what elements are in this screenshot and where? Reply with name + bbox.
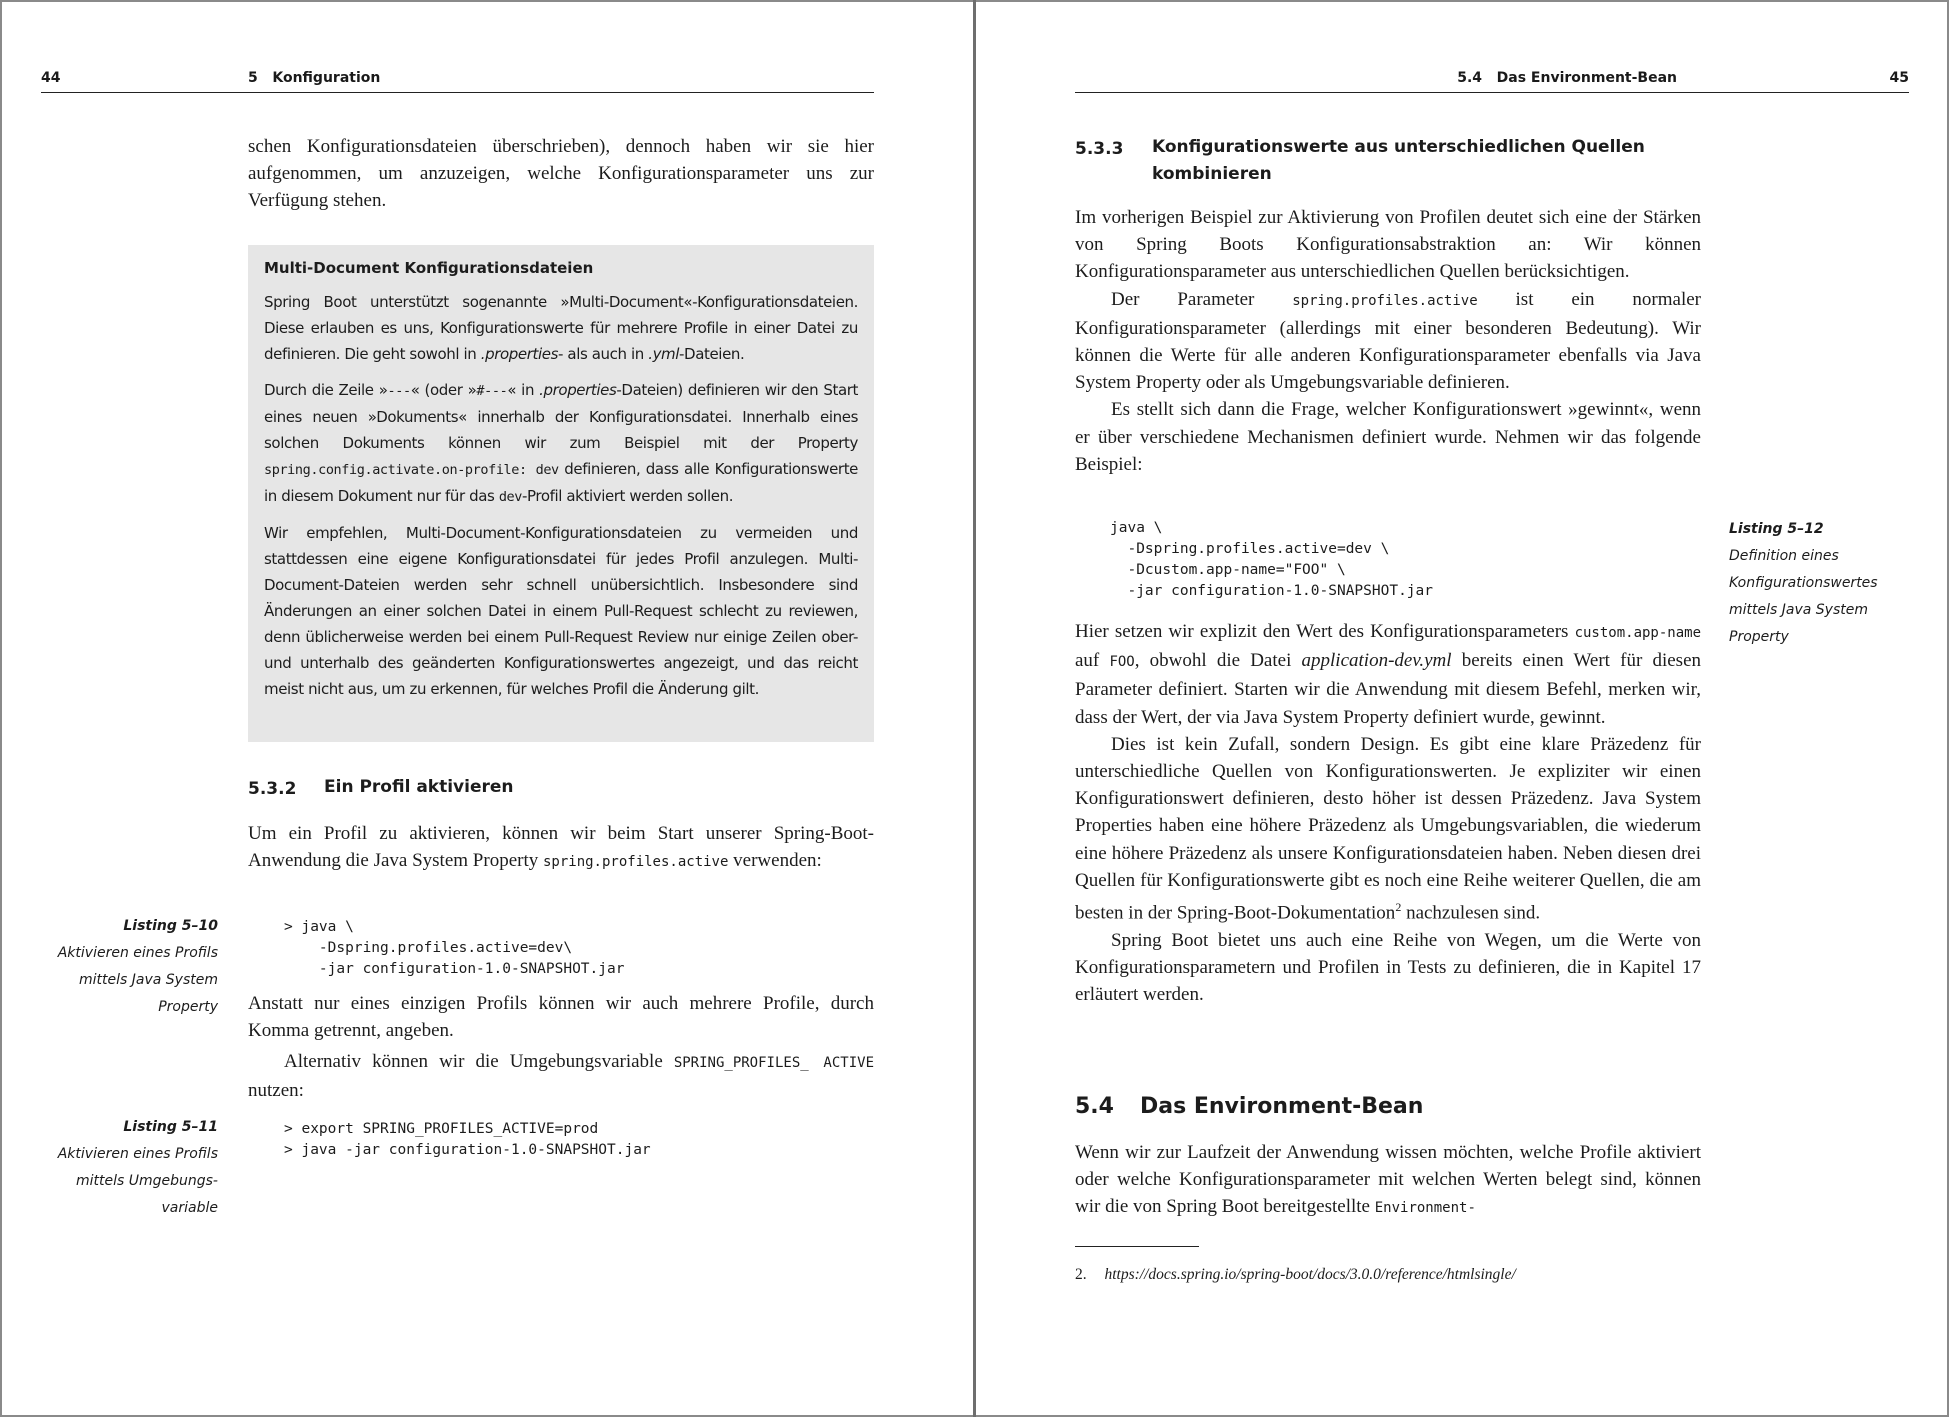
inline-code: dev (498, 489, 522, 505)
section-number: 5.3.3 (1075, 139, 1124, 159)
info-box-paragraph (264, 377, 858, 510)
inline-code: custom.app-name (1574, 625, 1701, 641)
inline-code: spring.config.activate.on-profile: dev (264, 462, 559, 478)
running-head: 5.4 Das Environment-Bean (1457, 70, 1677, 86)
text: nutzen: (248, 1080, 304, 1102)
listing-description: Aktivieren eines Profils mittels Umgebungs-variable (57, 1146, 218, 1216)
section-number: 5.3.2 (248, 779, 297, 799)
section-body (1075, 618, 1701, 1008)
section-title: Ein Profil aktivieren (324, 777, 514, 797)
info-box-paragraph: Wir empfehlen, Multi-Document-Konfigurationsdateien zu vermeiden und stattdessen eine eigene Konfigurationsdatei für jedes Profil anzulegen. Multi-Document-Dateien werden sehr schnell unübersichtlich. Insbesondere sind Änderungen an einer solchen Datei in einem Pull-Request schlecht zu reviewen, denn üblicherweise werden bei einem Pull-Request Review nur einige Zeilen ober- und unterhalb des geänderten Konfigurationswertes angezeigt, und das reicht meist nicht aus, um zu erkennen, für welches Profil die Änderung gilt. (264, 524, 858, 698)
body-paragraph (248, 1048, 874, 1104)
text: Spring Boot unterstützt sogenannte »Multi-Document«-Konfigurationsdateien. Diese erlauben es uns, Konfigurationswerte für mehrere Profile in einer Datei zu definieren. Die geht sowohl in (264, 293, 858, 363)
code-listing: java \ -Dspring.profiles.active=dev \ -Dcustom.app-name="FOO" \ -jar configuration-1.0-SNAPSHOT.jar (1110, 520, 1434, 599)
emphasis: .properties (480, 345, 559, 363)
body-paragraph (1075, 618, 1701, 731)
text: auf (1075, 650, 1110, 672)
footnote-number: 2. (1075, 1266, 1087, 1283)
body-paragraph: Spring Boot bietet uns auch eine Reihe von Wegen, um die Werte von Konfigurationsparametern und Profilen in Tests zu definieren, die in Kapitel 17 erläutert werden. (1075, 929, 1701, 1005)
inline-code: spring.profiles.active (1292, 292, 1478, 309)
text: -Dateien. (679, 345, 745, 363)
emphasis: .yml (648, 345, 680, 363)
inline-code: SPRING_PROFILES_ ACTIVE (673, 1055, 874, 1071)
text: verwenden: (728, 850, 822, 872)
listing-description: Definition eines Konfigurationswertes mittels Java System Property (1729, 548, 1878, 645)
page-number: 44 (41, 70, 61, 86)
emphasis: .properties (539, 381, 617, 399)
text: Dies ist kein Zufall, sondern Design. Es gibt eine klare Präzedenz für unterschiedliche Quellen von Konfigurationswerten. Je expliziter wir einen Konfigurationswert definieren, desto höher ist dessen Präzedenz. Java System Properties haben eine höhere Präzedenz als Umgebungsvariablen, die wiederum eine höhere Präzedenz als unsere Konfigurationsdateien haben. Neben diesen drei Quellen für Konfigurationswerte gibt es noch eine Reihe weiterer Quellen, die am besten in der Spring-Boot-Dokumentation (1075, 733, 1701, 924)
text: nachzulesen sind. (1401, 902, 1541, 924)
info-box (248, 245, 874, 742)
footnote-link[interactable]: https://docs.spring.io/spring-boot/docs/3.0.0/reference/htmlsingle/ (1104, 1266, 1516, 1283)
header-rule (41, 92, 874, 93)
right-page (976, 0, 1949, 1417)
text: Durch die Zeile » (264, 381, 388, 399)
text: « in (507, 381, 540, 399)
body-paragraph (248, 820, 874, 876)
text: Hier setzen wir explizit den Wert des Konfigurationsparameters (1075, 621, 1575, 642)
listing-label: Listing 5–12 (1729, 521, 1824, 537)
page-edge-left (0, 0, 2, 1417)
footnote-marker[interactable]: 2 (1395, 900, 1402, 915)
text: -Dateien) definieren wir den Start eines neuen »Dokuments« innerhalb der Konfigurationsdatei. Innerhalb eines solchen Dokuments können wir zum Beispiel mit der Property (264, 381, 858, 452)
listing-description: Aktivieren eines Profils mittels Java System Property (57, 945, 218, 1015)
text: « (oder » (410, 381, 477, 399)
text: Um ein Profil zu aktivieren, können wir beim Start unserer Spring-Boot-Anwendung die Java System Property (248, 823, 874, 872)
body-paragraph: Es stellt sich dann die Frage, welcher Konfigurationswert »gewinnt«, wenn er über verschiedene Mechanismen definiert wurde. Nehmen wir das folgende Beispiel: (1075, 399, 1701, 475)
text: Der Parameter (1111, 288, 1293, 310)
text: , obwohl die Datei (1134, 650, 1302, 672)
inline-code: #--- (476, 383, 508, 399)
text: - als auch in (558, 345, 649, 363)
listing-caption (1729, 516, 1899, 651)
listing-label: Listing 5–10 (123, 918, 218, 934)
listing-caption (40, 1114, 218, 1222)
inline-code: spring.profiles.active (542, 854, 729, 871)
inline-code: Environment- (1374, 1200, 1476, 1217)
running-head: 5 Konfiguration (248, 70, 381, 86)
text: bereits einen Wert für diesen Parameter definiert. Starten wir die Anwendung mit diesem Befehl, merken wir, dass der Wert, der via Java System Property definiert wurde, gewinnt. (1075, 650, 1701, 728)
intro-paragraph: schen Konfigurationsdateien überschrieben), dennoch haben wir sie hier aufgenommen, um anzuzeigen, welche Konfigurationsparameter uns zur Verfügung stehen. (248, 136, 874, 212)
section-title: Das Environment-Bean (1140, 1094, 1424, 1119)
page-edge-top (0, 0, 974, 2)
footnote-rule (1075, 1246, 1199, 1247)
listing-label: Listing 5–11 (123, 1119, 218, 1135)
body-paragraph (1075, 286, 1701, 397)
body-paragraph (1075, 1139, 1701, 1223)
text: -Profil aktiviert werden sollen. (522, 487, 734, 505)
inline-code: --- (387, 383, 411, 399)
page-edge-top (976, 0, 1949, 2)
info-box-paragraph (264, 289, 858, 367)
code-listing: > export SPRING_PROFILES_ACTIVE=prod > java -jar configuration-1.0-SNAPSHOT.jar (284, 1121, 651, 1158)
body-paragraph (1075, 731, 1701, 927)
header-rule (1075, 92, 1909, 93)
text: ist ein normaler Konfigurationsparameter (allerdings mit einer besonderen Bedeutung). Wir können die Werte für alle anderen Konfigurationsparameter ebenfalls via Java System Property oder als Umgebungsvariable definieren. (1075, 288, 1701, 394)
info-box-title: Multi-Document Konfigurationsdateien (264, 259, 594, 277)
footnote (1075, 1266, 1516, 1284)
listing-caption (40, 913, 218, 1021)
section-number: 5.4 (1075, 1094, 1114, 1119)
section-title: Konfigurationswerte aus unterschiedlichen Quellen kombinieren (1152, 137, 1645, 184)
left-page (0, 0, 974, 1417)
text: definieren, dass alle Konfigurationswerte in diesem Dokument nur für das (264, 460, 858, 505)
inline-code: FOO (1109, 654, 1135, 671)
code-listing: > java \ -Dspring.profiles.active=dev\ -jar configuration-1.0-SNAPSHOT.jar (284, 919, 625, 977)
page-number: 45 (1889, 70, 1909, 86)
body-paragraph: Im vorherigen Beispiel zur Aktivierung von Profilen deutet sich eine der Stärken von Spring Boots Konfigurationsabstraktion an: Wir können Konfigurationsparameter aus unterschiedlichen Quellen berücksichtigen. (1075, 207, 1701, 283)
text: Wenn wir zur Laufzeit der Anwendung wissen möchten, welche Profile aktiviert oder welche Konfigurationsparameter mit welchen Werten belegt sind, können wir die von Spring Boot bereitgestellte (1075, 1142, 1701, 1218)
text: Alternativ können wir die Umgebungsvariable (284, 1051, 674, 1072)
section-body (1075, 204, 1701, 478)
emphasis: application-dev.yml (1301, 650, 1452, 672)
body-paragraph: Anstatt nur eines einzigen Profils können wir auch mehrere Profile, durch Komma getrennt, angeben. (248, 993, 874, 1042)
